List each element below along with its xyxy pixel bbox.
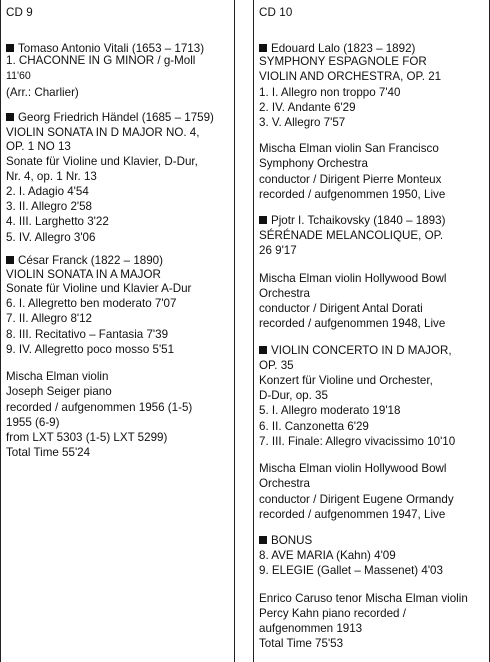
cd9-text-line (6, 370, 108, 383)
cd9-text-line (6, 328, 168, 341)
cd10-text-line (259, 272, 447, 285)
cd9-text-line (6, 446, 90, 459)
cd10-text-line (259, 607, 406, 620)
cd10-line-text: 8. AVE MARIA (Kahn) 4'09 (259, 549, 396, 562)
cd9-text-line (6, 86, 79, 99)
cd9-text-line (6, 126, 199, 139)
cd9-text-line (6, 170, 97, 183)
cd9-text-line (6, 54, 195, 67)
cd9-line-text: Sonate für Violine und Klavier, D-Dur, (6, 155, 198, 168)
cd10-text-line (259, 508, 445, 521)
cd10-text-line (259, 142, 439, 155)
cd9-line-text: 6. I. Allegretto ben moderato 7'07 (6, 297, 177, 310)
cd10-text-line (259, 549, 396, 562)
cd10-text-line (259, 86, 400, 99)
cd9-line-text: VIOLIN SONATA IN A MAJOR (6, 268, 161, 281)
cd10-line-text: Mischa Elman violin San Francisco (259, 142, 439, 155)
square-bullet-icon (259, 44, 267, 52)
cd9-section-heading (6, 254, 163, 267)
cd9-line-text: 1. CHACONNE IN G MINOR / g-Moll (6, 54, 196, 67)
cd10-line-text: SÉRÉNADE MELANCOLIQUE, OP. (259, 229, 444, 242)
cd10-line-text: VIOLIN AND ORCHESTRA, OP. 21 (259, 70, 442, 83)
cd9-line-text: 3. II. Allegro 2'58 (6, 200, 93, 213)
cd10-line-text: 3. V. Allegro 7'57 (259, 116, 346, 129)
cd10-text-line (259, 435, 455, 448)
cd9-line-text: from LXT 5303 (1-5) LXT 5299) (6, 431, 168, 444)
cd10-line-text: SYMPHONY ESPAGNOLE FOR (259, 55, 427, 68)
cd10-text-line (259, 564, 443, 577)
cd9-line-text: 11'60 (6, 70, 31, 82)
cd10-text-line (259, 462, 447, 475)
cd9-text-line (6, 385, 112, 398)
cd9-line-text: 8. III. Recitativo – Fantasia 7'39 (6, 328, 169, 341)
cd10-section-heading (259, 214, 445, 227)
cd9-text-line (6, 185, 89, 198)
cd10-line-text: Mischa Elman violin Hollywood Bowl (259, 462, 447, 475)
cd9-text-line (6, 140, 71, 153)
cd10-line-text: 9. ELEGIE (Gallet – Massenet) 4'03 (259, 564, 443, 577)
cd9-line-text: OP. 1 NO 13 (6, 140, 71, 153)
cd9-line-text: Total Time 55'24 (6, 446, 91, 459)
cd10-line-text: Enrico Caruso tenor Mischa Elman violin (259, 592, 468, 605)
cd10-text-line (259, 389, 328, 402)
cd10-line-text: 5. I. Allegro moderato 19'18 (259, 404, 401, 417)
cd9-line-text: 5. IV. Allegro 3'06 (6, 231, 96, 244)
cd10-text-line (259, 404, 400, 417)
cd10-line-text: 7. III. Finale: Allegro vivacissimo 10'10 (259, 435, 456, 448)
cd9-text-line (6, 215, 109, 228)
cd10-text-line (259, 229, 443, 242)
cd9-text-line (6, 431, 167, 444)
cd9-line-text: 1955 (6-9) (6, 416, 60, 429)
cd10-text-line (259, 420, 369, 433)
cd10-line-text: 26 9'17 (259, 244, 297, 257)
cd10-text-line (259, 101, 356, 114)
cd9-line-text: Georg Friedrich Händel (1685 – 1759) (18, 111, 214, 124)
cd10-line-text: OP. 35 (259, 359, 294, 372)
cd10-text-line (259, 173, 441, 186)
cd10-text-line (259, 287, 310, 300)
cd10-text-line (259, 317, 445, 330)
cd9-column (0, 0, 235, 662)
cd9-title: CD 9 (6, 6, 33, 19)
cd10-text-line (259, 374, 433, 387)
cd10-section-heading (259, 344, 452, 357)
cd10-line-text: Orchestra (259, 287, 310, 300)
square-bullet-icon (6, 44, 14, 52)
cd10-section-heading (259, 534, 312, 547)
cd9-line-text: Joseph Seiger piano (6, 385, 112, 398)
cd10-line-text: Konzert für Violine und Orchester, (259, 374, 433, 387)
cd9-line-text: 2. I. Adagio 4'54 (6, 185, 89, 198)
cd10-line-text: Percy Kahn piano recorded / (259, 607, 406, 620)
cd10-line-text: conductor / Dirigent Eugene Ormandy (259, 493, 454, 506)
cd9-line-text: 9. IV. Allegretto poco mosso 5'51 (6, 343, 175, 356)
cd9-text-line (6, 312, 92, 325)
cd10-line-text: 2. IV. Andante 6'29 (259, 101, 356, 114)
cd10-text-line (259, 244, 297, 257)
cd9-line-text: Nr. 4, op. 1 Nr. 13 (6, 170, 97, 183)
square-bullet-icon (6, 256, 14, 264)
cd10-text-line (259, 493, 454, 506)
cd10-line-text: Mischa Elman violin Hollywood Bowl (259, 272, 447, 285)
cd10-line-text: 1. I. Allegro non troppo 7'40 (259, 86, 401, 99)
square-bullet-icon (6, 113, 14, 121)
cd10-line-text: Total Time 75'53 (259, 637, 344, 650)
cd9-line-text: Sonate für Violine und Klavier A-Dur (6, 282, 192, 295)
cd10-line-text: Edouard Lalo (1823 – 1892) (271, 42, 416, 55)
cd9-text-line (6, 70, 31, 83)
cd10-line-text: 6. II. Canzonetta 6'29 (259, 420, 369, 433)
cd9-line-text: César Franck (1822 – 1890) (18, 254, 163, 267)
cd10-text-line (259, 637, 343, 650)
cd10-line-text: recorded / aufgenommen 1950, Live (259, 188, 446, 201)
cd9-text-line (6, 282, 191, 295)
square-bullet-icon (259, 216, 267, 224)
cd10-line-text: D-Dur, op. 35 (259, 389, 328, 402)
cd10-text-line (259, 188, 445, 201)
cd10-line-text: conductor / Dirigent Pierre Monteux (259, 173, 442, 186)
cd10-line-text: Pjotr I. Tchaikovsky (1840 – 1893) (271, 214, 446, 227)
cd9-line-text: Mischa Elman violin (6, 370, 109, 383)
cd10-line-text: recorded / aufgenommen 1948, Live (259, 317, 446, 330)
cd10-section-heading (259, 42, 415, 55)
cd9-line-text: 4. III. Larghetto 3'22 (6, 215, 109, 228)
cd10-line-text: conductor / Dirigent Antal Dorati (259, 302, 423, 315)
cd10-line-text: BONUS (271, 534, 313, 547)
cd10-text-line (259, 592, 468, 605)
cd9-line-text: Tomaso Antonio Vitali (1653 – 1713) (18, 42, 205, 55)
cd9-text-line (6, 155, 198, 168)
cd10-line-text: VIOLIN CONCERTO IN D MAJOR, (271, 344, 452, 357)
cd9-line-text: recorded / aufgenommen 1956 (1-5) (6, 401, 193, 414)
square-bullet-icon (259, 346, 267, 354)
cd9-section-heading (6, 111, 214, 124)
cd10-line-text: Symphony Orchestra (259, 157, 368, 170)
square-bullet-icon (259, 536, 267, 544)
cd9-text-line (6, 297, 176, 310)
cd10-text-line (259, 70, 441, 83)
cd9-text-line (6, 343, 174, 356)
cd10-text-line (259, 622, 362, 635)
cd10-column (253, 0, 490, 662)
cd10-text-line (259, 477, 310, 490)
cd10-text-line (259, 116, 345, 129)
cd9-text-line (6, 268, 161, 281)
cd10-title: CD 10 (259, 6, 293, 19)
cd10-text-line (259, 359, 294, 372)
cd10-line-text: Orchestra (259, 477, 310, 490)
cd9-text-line (6, 231, 95, 244)
cd10-line-text: recorded / aufgenommen 1947, Live (259, 508, 446, 521)
cd10-text-line (259, 157, 368, 170)
cd9-line-text: VIOLIN SONATA IN D MAJOR NO. 4, (6, 126, 200, 139)
cd9-text-line (6, 416, 60, 429)
cd9-text-line (6, 401, 192, 414)
cd9-line-text: (Arr.: Charlier) (6, 86, 79, 99)
cd10-line-text: aufgenommen 1913 (259, 622, 363, 635)
cd9-line-text: 7. II. Allegro 8'12 (6, 312, 93, 325)
cd10-text-line (259, 302, 423, 315)
cd9-text-line (6, 200, 92, 213)
cd10-text-line (259, 55, 427, 68)
